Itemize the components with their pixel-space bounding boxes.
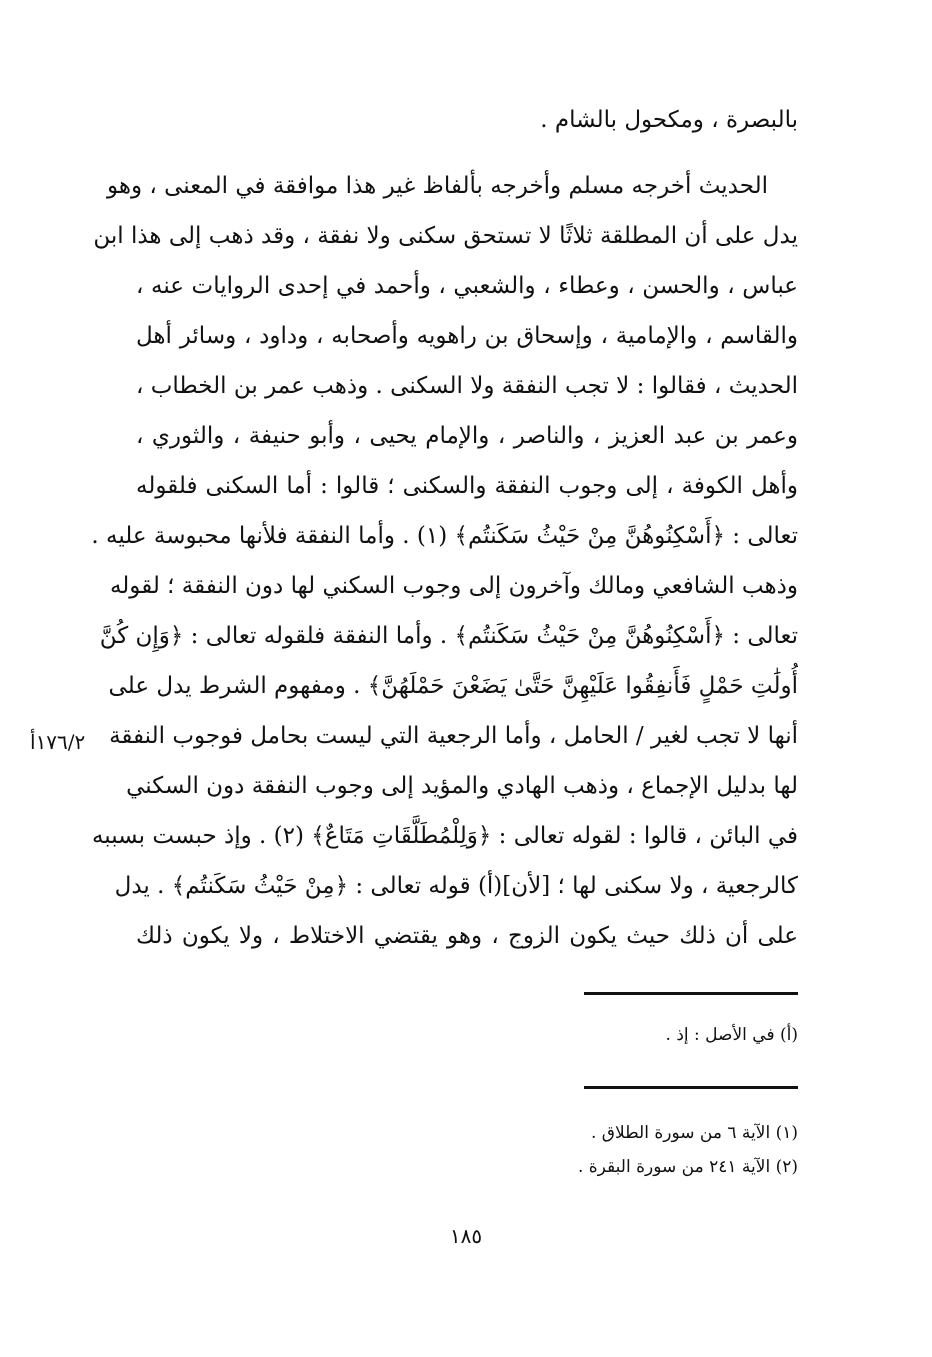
text-line: في البائن ، قالوا : لقوله تعالى : ﴿وَلِلْمُطَلَّقَاتِ مَتَاعٌ﴾ (٢) . وإذ حبست بسببه <box>91 823 798 849</box>
text-line: عباس ، والحسن ، وعطاء ، والشعبي ، وأحمد في إحدى الروايات عنه ، <box>136 273 798 299</box>
main-text <box>91 0 798 980</box>
text-line: أنها لا تجب لغير / الحامل ، وأما الرجعية التي ليست بحامل فوجوب النفقة <box>109 723 798 749</box>
page-number: ١٨٥ <box>449 1224 483 1248</box>
text-line: تعالى : ﴿أَسْكِنُوهُنَّ مِنْ حَيْثُ سَكَنتُم﴾ . وأما النفقة فلقوله تعالى : ﴿وَإِن كُنَّ <box>99 623 798 649</box>
text-line: يدل على أن المطلقة ثلاثًا لا تستحق سكنى ولا نفقة ، وقد ذهب إلى هذا ابن <box>93 223 798 249</box>
footnote: (٢) الآية ٢٤١ من سورة البقرة . <box>577 1157 798 1177</box>
variant-note: (أ) في الأصل : إذ . <box>665 1025 798 1045</box>
text-line: الحديث ، فقالوا : لا تجب النفقة ولا السكنى . وذهب عمر بن الخطاب ، <box>136 373 798 399</box>
separator-rule <box>584 992 798 995</box>
text-line: الحديث أخرجه مسلم وأخرجه بألفاظ غير هذا موافقة في المعنى ، وهو <box>106 173 768 199</box>
text-line: بالبصرة ، ومكحول بالشام . <box>540 107 798 133</box>
text-line: والقاسم ، والإمامية ، وإسحاق بن راهويه وأصحابه ، وداود ، وسائر أهل <box>136 323 798 349</box>
text-line: على أن ذلك حيث يكون الزوج ، وهو يقتضي الاختلاط ، ولا يكون ذلك <box>136 923 798 949</box>
separator-rule <box>584 1086 798 1089</box>
text-line: أُولَٰتِ حَمْلٍ فَأَنفِقُوا عَلَيْهِنَّ حَتَّىٰ يَضَعْنَ حَمْلَهُنَّ﴾ . ومفهوم الشرط يدل على <box>108 673 798 699</box>
text-line: وعمر بن عبد العزيز ، والناصر ، والإمام يحيى ، وأبو حنيفة ، والثوري ، <box>136 423 798 449</box>
text-line: كالرجعية ، ولا سكنى لها ؛ [لأن](أ) قوله تعالى : ﴿مِنْ حَيْثُ سَكَنتُم﴾ . يدل <box>114 873 798 899</box>
text-line: تعالى : ﴿أَسْكِنُوهُنَّ مِنْ حَيْثُ سَكَنتُم﴾ (١) . وأما النفقة فلأنها محبوسة عليه . <box>91 523 798 549</box>
text-line: وذهب الشافعي ومالك وآخرون إلى وجوب السكني لها دون النفقة ؛ لقوله <box>109 573 798 599</box>
footnote: (١) الآية ٦ من سورة الطلاق . <box>590 1123 798 1143</box>
text-line: وأهل الكوفة ، إلى وجوب النفقة والسكنى ؛ قالوا : أما السكنى فلقوله <box>136 473 798 499</box>
text-line: لها بدليل الإجماع ، وذهب الهادي والمؤيد إلى وجوب النفقة دون السكني <box>126 773 798 799</box>
manuscript-folio-marker: ١٧٦/٢أ <box>30 730 86 754</box>
